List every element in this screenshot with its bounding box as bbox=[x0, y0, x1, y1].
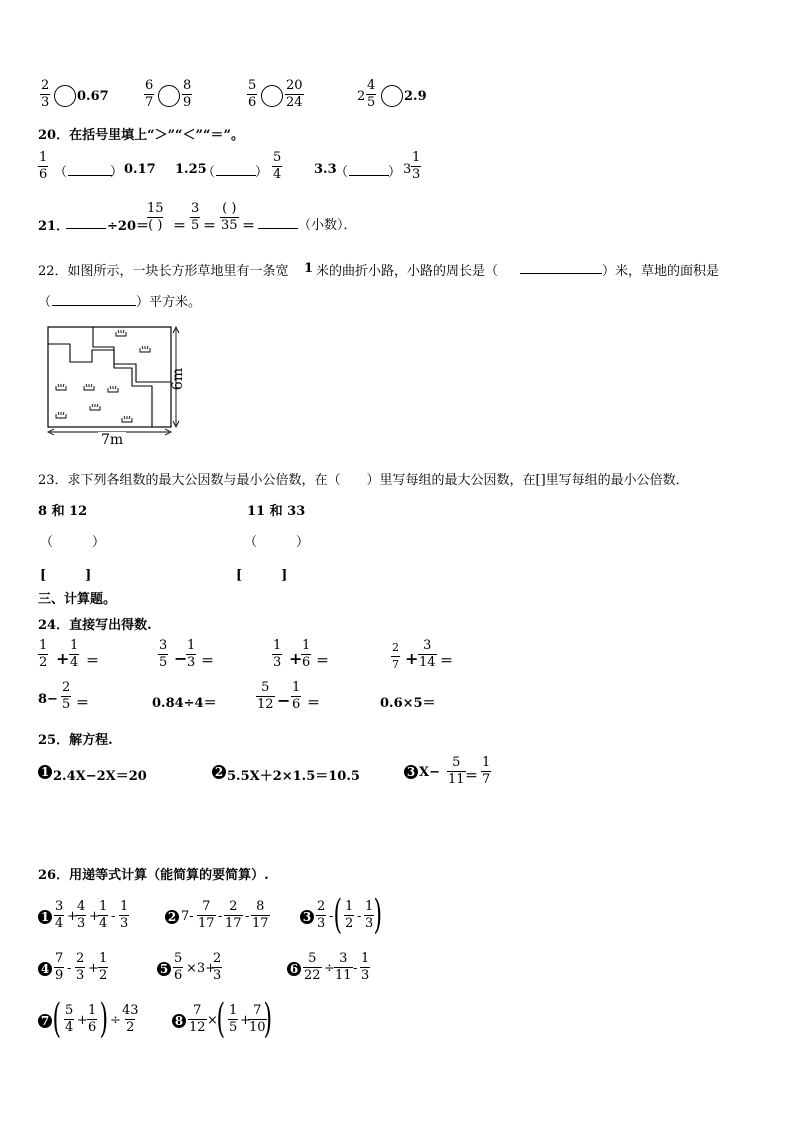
gcd-blank[interactable]: （ ） bbox=[244, 535, 310, 550]
item-number: 1 bbox=[38, 910, 52, 924]
fraction: 2 3 bbox=[41, 78, 50, 110]
fraction: 1 2 bbox=[39, 638, 48, 670]
fraction: 5 6 bbox=[174, 951, 183, 983]
fraction: 6 7 bbox=[145, 78, 154, 110]
value: 0.67 bbox=[77, 89, 109, 104]
fraction: 3 5 bbox=[159, 638, 168, 670]
fraction: 1 7 bbox=[482, 755, 491, 787]
fraction: 7 17 bbox=[198, 899, 215, 931]
answer-blank[interactable] bbox=[216, 175, 256, 176]
fraction: 43 2 bbox=[122, 1003, 139, 1035]
fraction: 1 4 bbox=[99, 899, 108, 931]
fraction: 4 5 bbox=[367, 78, 376, 110]
fraction: 5 11 bbox=[448, 755, 465, 787]
fraction: 1 6 bbox=[88, 1003, 97, 1035]
fraction: 8 9 bbox=[183, 78, 192, 110]
fraction: 1 3 bbox=[273, 638, 282, 670]
item-number: 1 bbox=[38, 765, 52, 779]
fraction: 3 14 bbox=[419, 638, 436, 670]
item-number: 3 bbox=[300, 910, 314, 924]
fraction: 15 ( ) bbox=[147, 201, 164, 233]
fraction: 2 17 bbox=[225, 899, 242, 931]
fraction: 2 5 bbox=[62, 680, 71, 712]
q20-title: 20．在括号里填上“＞”“＜”“＝”。 bbox=[38, 128, 244, 143]
item-number: 2 bbox=[212, 765, 226, 779]
fraction: 4 3 bbox=[77, 899, 86, 931]
fraction: 1 6 bbox=[39, 150, 48, 182]
fraction: 1 3 bbox=[187, 638, 196, 670]
compare-circle[interactable] bbox=[381, 85, 403, 107]
height-label: 6m bbox=[170, 367, 187, 391]
fraction: 5 4 bbox=[273, 150, 282, 182]
item-number: 4 bbox=[38, 962, 52, 976]
compare-circle[interactable] bbox=[54, 85, 76, 107]
fraction: 1 6 bbox=[302, 638, 311, 670]
answer-blank[interactable] bbox=[52, 305, 136, 306]
section-title: 三、计算题。 bbox=[38, 592, 117, 607]
compare-circle[interactable] bbox=[158, 85, 180, 107]
fraction: 1 2 bbox=[345, 899, 354, 931]
fraction: 1 2 bbox=[99, 951, 108, 983]
lcm-blank[interactable]: [ ] bbox=[40, 568, 92, 583]
lcm-blank[interactable]: [ ] bbox=[236, 568, 288, 583]
fraction: 7 9 bbox=[55, 951, 64, 983]
fraction: 2 3 bbox=[76, 951, 85, 983]
answer-blank[interactable] bbox=[520, 273, 602, 274]
item-number: 6 bbox=[287, 962, 301, 976]
fraction: 1 3 bbox=[361, 951, 370, 983]
fraction: 1 3 bbox=[412, 150, 421, 182]
answer-blank[interactable] bbox=[258, 228, 298, 229]
answer-blank[interactable] bbox=[68, 175, 112, 176]
fraction: 2 3 bbox=[213, 951, 222, 983]
fraction: 3 4 bbox=[55, 899, 64, 931]
width-label: 7m bbox=[98, 432, 126, 448]
item-number: 3 bbox=[404, 765, 418, 779]
item-number: 5 bbox=[157, 962, 171, 976]
fraction: 1 3 bbox=[365, 899, 374, 931]
answer-blank[interactable] bbox=[66, 228, 106, 229]
value: 2.9 bbox=[404, 89, 427, 104]
item-number: 8 bbox=[172, 1014, 186, 1028]
item-number: 7 bbox=[38, 1014, 52, 1028]
gcd-blank[interactable]: （ ） bbox=[40, 535, 106, 550]
fraction: 2 7 bbox=[392, 641, 399, 671]
fraction: 1 6 bbox=[292, 680, 301, 712]
whole-number: 2 bbox=[357, 89, 366, 104]
compare-circle[interactable] bbox=[261, 85, 283, 107]
fraction: 3 11 bbox=[335, 951, 352, 983]
lawn-diagram bbox=[40, 322, 190, 442]
fraction: 5 22 bbox=[304, 951, 321, 983]
fraction: 7 10 bbox=[249, 1003, 266, 1035]
fraction: 1 5 bbox=[229, 1003, 238, 1035]
fraction: 8 17 bbox=[252, 899, 269, 931]
answer-blank[interactable] bbox=[349, 175, 389, 176]
fraction: 7 12 bbox=[189, 1003, 206, 1035]
fraction: 5 12 bbox=[257, 680, 274, 712]
fraction: 5 4 bbox=[65, 1003, 74, 1035]
fraction: 3 5 bbox=[191, 201, 200, 233]
item-number: 2 bbox=[165, 910, 179, 924]
fraction: 1 3 bbox=[120, 899, 129, 931]
fraction: ( ) 35 bbox=[221, 201, 238, 233]
fraction: 2 3 bbox=[317, 899, 326, 931]
fraction: 5 6 bbox=[248, 78, 257, 110]
fraction: 20 24 bbox=[286, 78, 303, 110]
fraction: 1 4 bbox=[70, 638, 79, 670]
